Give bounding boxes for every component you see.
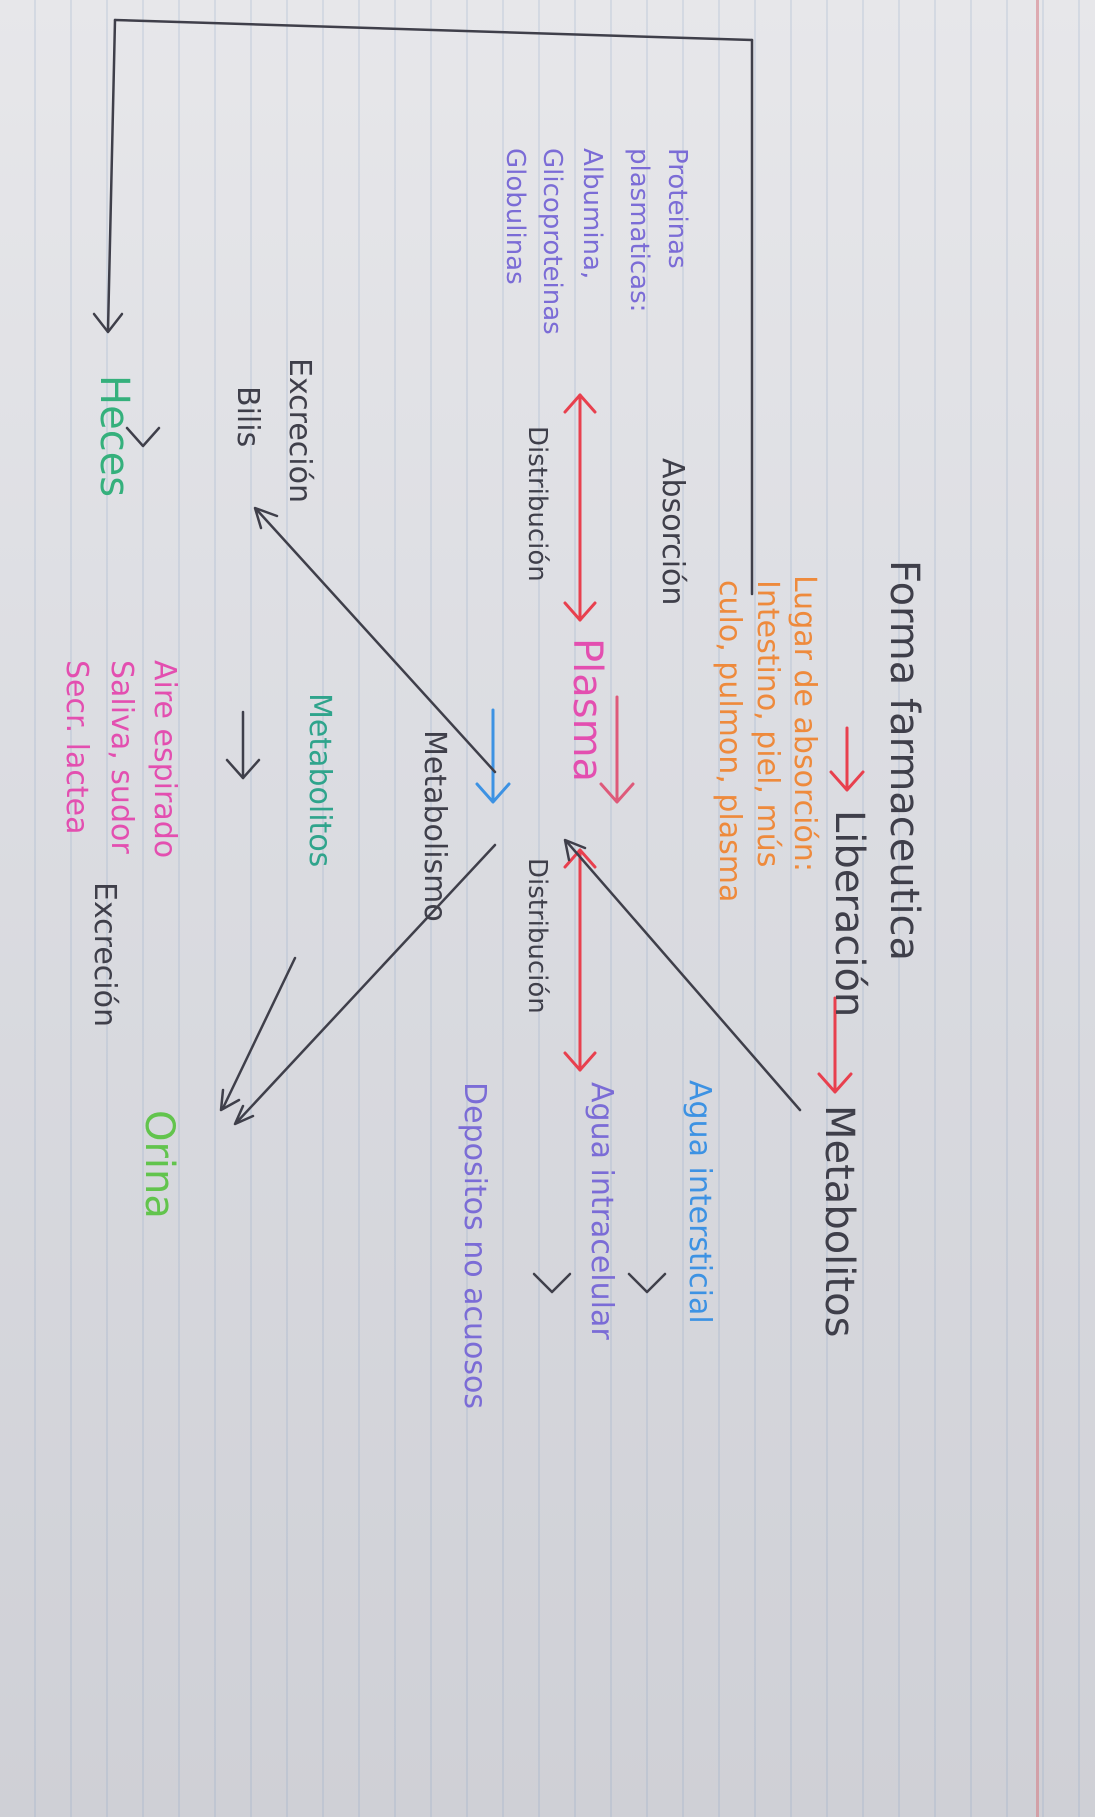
node-absorcion: Absorción: [655, 458, 690, 606]
node-liberacion: Liberación: [826, 810, 872, 1018]
arrow-plasma-to-orina: [235, 845, 495, 1124]
node-lugar-title: Lugar de absorción:: [787, 575, 822, 872]
node-lugar-line1: Intestino, piel, mús: [750, 580, 785, 868]
node-aire-line2: Saliva, sudor: [104, 660, 139, 854]
arrow-distribucion-right: [565, 850, 595, 1070]
arrow-intersticial-to-intracelular: [629, 1274, 665, 1292]
node-orina: Orina: [136, 1110, 182, 1219]
node-proteinas-line2: plasmaticas:: [624, 148, 654, 313]
node-distribucion-right: Distribución: [522, 858, 552, 1014]
node-agua-intersticial: Agua intersticial: [682, 1080, 717, 1324]
node-aire-line3: Secr. lactea: [59, 660, 94, 835]
node-aire-line1: Aire espirado: [147, 660, 182, 859]
node-distribucion-left: Distribución: [522, 426, 552, 582]
arrow-forma-to-liberacion: [831, 728, 863, 790]
node-metabolismo: Metabolismo: [417, 730, 452, 922]
node-proteinas-line3: Albumina,: [577, 148, 607, 280]
node-bilis: Bilis: [230, 386, 265, 448]
node-proteinas-line4: Glicoproteinas: [537, 148, 567, 335]
node-forma-farmaceutica: Forma farmaceutica: [881, 560, 927, 962]
arrow-distribucion-left: [565, 395, 595, 620]
node-lugar-line2: culo, pulmon, plasma: [712, 580, 747, 903]
arrow-metabolitos-to-plasma: [565, 840, 800, 1110]
arrow-metabolitos-to-orina: [221, 958, 295, 1110]
node-excrecion-right: Excreción: [87, 882, 122, 1028]
arrow-intracelular-to-depositos: [534, 1274, 570, 1292]
node-metabolitos-mid: Metabolitos: [302, 693, 337, 868]
node-plasma: Plasma: [564, 638, 610, 783]
node-proteinas-line5: Globulinas: [500, 148, 530, 285]
arrow-metabolitos-to-aire: [227, 712, 259, 778]
node-depositos: Depositos no acuosos: [457, 1082, 492, 1409]
node-excrecion-left: Excreción: [282, 358, 317, 504]
arrow-plasma-to-bilis: [255, 508, 495, 772]
node-heces: Heces: [91, 375, 137, 498]
node-metabolitos-top: Metabolitos: [816, 1105, 862, 1338]
node-proteinas-line1: Proteinas: [662, 148, 692, 269]
node-agua-intracelular: Agua intracelular: [584, 1082, 619, 1340]
